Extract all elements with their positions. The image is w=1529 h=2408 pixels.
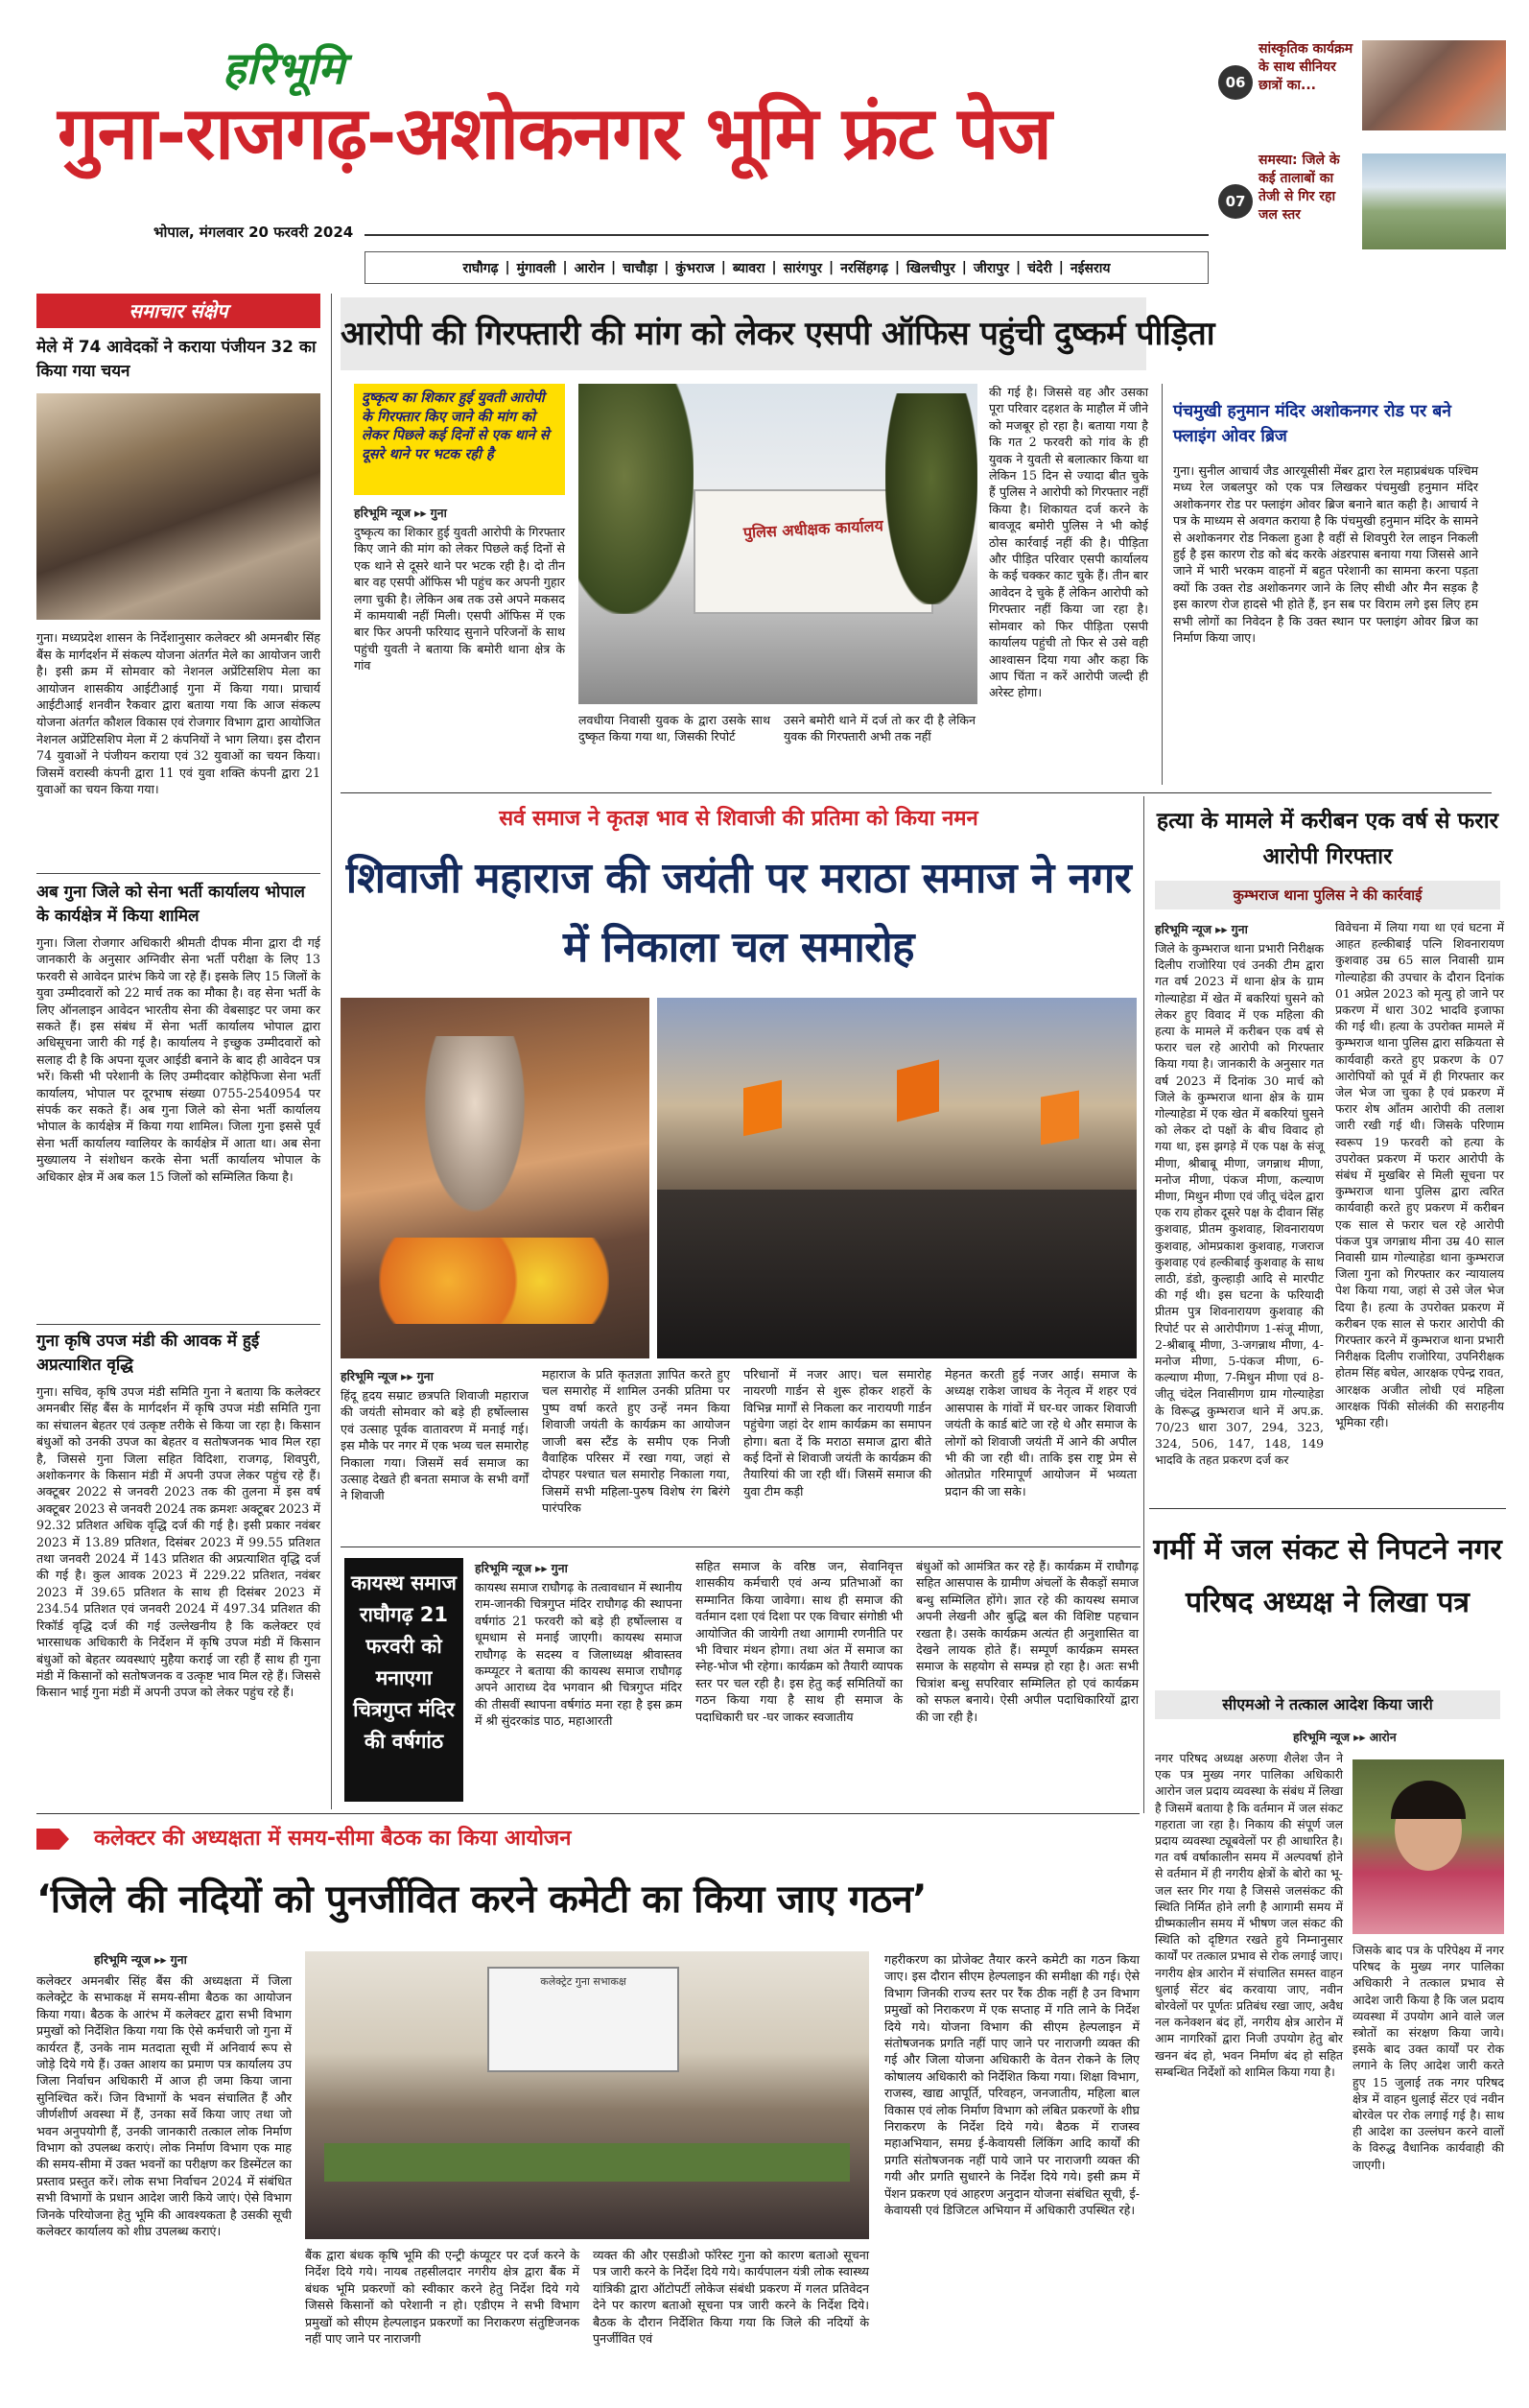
story6-col2: जिसके बाद पत्र के परिपेक्ष्य में नगर परिषद के मुख्य नगर पालिका अधिकारी ने तत्काल प्रभाव से आदेश जारी किया है कि जल प्रदाय व्यवस्था में उपयोग आने वाले जल स्त्रोतों का संरक्षण किया जाये। इसके बाद उक्त कार्यों पर रोक लगाने के लिए आदेश जारी करते हुए 15 जुलाई तक नगर परिषद क्षेत्र में वाहन धुलाई सेंटर एवं नवीन बोरवेल पर रोक लगाई गई है। साथ ही आदेश का उल्लंघन करने वालों के विरुद्ध वैधानिक कार्यवाही की जाएगी। [1353,1943,1504,2172]
byline-place: गुना [416,1368,434,1383]
story7-photo [305,1951,869,2239]
story4-col2: विवेचना में लिया गया था एवं घटना में आहत हल्कीबाई पत्नि शिवनारायण कुशवाह उम्र 65 साल निवासी ग्राम गोल्याहेडा की उपचार के दौरान दिनांक 01 अप्रेल 2023 को मृत्यु हो जाने पर प्रकरण में धारा 302 भादवि इजाफा की गई थी। हत्या के उपरोक्त मामले में कुम्भराज थाना पुलिस द्वारा सक्रियता से कार्यवाही करते हुए प्रकरण के 07 आरोपियों को पूर्व में ही गिरफ्तार कर जेल भेज जा चुका है एवं प्रकरण में फरार शेष आँतम आरोपी की तलाश जारी रखी गई थी। जिसके परिणाम स्वरूप 19 फरवरी को हत्या के उपरोक्त प्रकरण में फरार आरोपी के संबंध में मुखबिर से मिली सूचना पर कुम्भराज थाना पुलिस द्वारा त्वरित कार्यवाही करते हुए प्रकरण में करीबन एक साल से फरार चल रहे आरोपी पंकज पुत्र जगन्नाथ मीना उम्र 40 साल निवासी ग्राम गोल्याहेडा थाना कुम्भराज जिला गुना को गिरफ्तार कर न्यायालय पेश किया गया, जहां से उसे जेल भेज दिया है। हत्या के उपरोक्त प्रकरण में करीबन एक साल से फरार आरोपी की गिरफ्तार करने में कुम्भराज थाना प्रभारी निरीक्षक दिलीप राजोरिया, उपनिरीक्षक होतम सिंह बघेल, आरक्षक एपेन्द्र रावत, आरक्षक अजीत लोधी एवं महिला आरक्षक पिंकी सोलंकी की सराहनीय भूमिका रही। [1335,920,1504,1430]
town-separator: | [720,260,726,275]
town-link[interactable]: नरसिंहगढ़ [840,260,888,276]
brief-2-body: गुना। जिला रोजगार अधिकारी श्रीमती दीपक मीना द्वारा दी गई जानकारी के अनुसार अग्निवीर सेना भर्ती परीक्षा के लिए 13 फरवरी से आवेदन प्रारंभ किये जा रहे हैं। इसके लिए 15 जिलों के युवा उम्मीदवारों को 22 मार्च तक का मौका है। वह सेना भर्ती के लिए ऑनलाइन आवेदन भारतीय सेना की वेबसाइट पर जमा कर सकते हैं। इस संबंध में सेना भर्ती कार्यालय भोपाल द्वारा अधिसूचना जारी की गई है। कार्यालय ने इच्छुक उम्मीदवारों को सलाह दी है कि अपना यूजर आईडी बनाने के बाद ही आवेदन पत्र भरें। किसी भी परेशानी के लिए उम्मीदवार कोहेफिजा सेना भर्ती कार्यालय, भोपाल पर दूरभाष संख्या 0755-2540954 पर संपर्क कर सकते हैं। अब गुना जिले को सेना भर्ती कार्यालय भोपाल के कार्यक्षेत्र में किया गया शामिल। जिला गुना इससे पूर्व सेना भर्ती कार्यालय ग्वालियर के कार्यक्षेत्र में आता था। अब सेना मुख्यालय ने संशोधन करके सेना भर्ती कार्यालय भोपाल के अधिकार क्षेत्र में अब कल 15 जिलों को सम्मिलित किया है। [36,935,320,1184]
story1-col3: उसने बमोरी थाने में दर्ज तो कर दी है लेकिन युवक की गिरफ्तारी अभी तक नहीं [784,713,976,744]
tree [885,393,977,604]
story-kayasth [341,1550,1141,1809]
town-separator: | [828,260,835,275]
chevron-icon: ▸▸ [535,1560,548,1575]
story2-headline: पंचमुखी हनुमान मंदिर अशोकनगर रोड पर बने फ्लाइंग ओवर ब्रिज [1173,402,1451,446]
story1-byline [354,503,565,522]
story6-col1: नगर परिषद अध्यक्ष अरुणा शैलेश जैन ने एक पत्र मुख्य नगर पालिका अधिकारी आरोन जल प्रदाय व्यवस्था के संबंध में लिखा है जिसमें बताया है कि वर्तमान में जल संकट गहराता जा रहा है। निकाय की संपूर्ण जल प्रदाय व्यवस्था ट्यूबवेलों पर ही आधारित है। गत वर्ष वर्षाकालीन समय में अल्पवर्षा होने से वर्तमान में ही नगरीय क्षेत्रों के बोरो का भू-जल स्तर गिर गया है जिससे जलसंकट की स्थिति निर्मित होने लगी है आगामी समय में ग्रीष्मकालीन समय में भीषण जल संकट की स्थिति को दृष्टिगत रखते हुये निम्नानुसार कार्यों पर तत्काल प्रभाव से रोक लगाई जाए। नगरीय क्षेत्र आरोन में संचालित समस्त वाहन धुलाई सेंटर बंद करवाया जाए, नवीन बोरवेलों पर पूर्णतः प्रतिबंध रखा जाए, अवैध नल कनेक्शन बंद हों, नगरीय क्षेत्र आरोन में आम नागरिकों द्वारा निजी उपयोग हेतु बोर खनन बंद हो, भवन निर्माण बंद हो सहित सम्बन्धित निर्देशों को शामिल किया गया है। [1155,1751,1343,2079]
masthead-logo: हरिभूमि [223,42,344,94]
story3-col4: मेहनत करती हुई नजर आई। समाज के अध्यक्ष राकेश जाधव के नेतृत्व में शहर एवं आसपास के गांवों में घर-घर जाकर शिवाजी जयंती के कार्ड बांटे जा रहे थे और समाज के लोगों को शिवाजी जयंती में आने की अपील भी की जा रही थी। ताकि इस राष्ट्र प्रेम से ओतप्रोत गरिमापूर्ण आयोजन में भव्यता प्रदान की जा सके। [945,1367,1137,1499]
town-separator: | [1015,260,1022,275]
story-shivaji [341,796,1137,1545]
story4-strap: कुम्भराज थाना पुलिस ने की कार्रवाई [1155,881,1500,909]
brief-3-body: गुना। सचिव, कृषि उपज मंडी समिति गुना ने बताया कि कलेक्टर अमनबीर सिंह बैंस के मार्गदर्शन में कृषि उपज मंडी समिति गुना का संचालन बेहतर एवं उत्कृष्ट तरीके से किया जा रहा है। किसान बंधुओं को उनकी उपज का बेहतर व सतोषजनक भाव मिल रहा है, जिससे गुना जिला सहित विदिशा, राजगढ़, शिवपुरी, अशोकनगर के किसान मंडी में अपनी उपज लेकर पहुंच रहे हैं। अक्टूबर 2022 से जनवरी 2023 तक की तुलना में इस वर्ष अक्टूबर 2023 से जनवरी 2024 तक क्रमशः अक्टूबर 2023 में 92.32 प्रतिशत अधिक वृद्धि दर्ज की गई है। इसी प्रकार नवंबर 2023 में 13.89 प्रतिशत, दिसंबर 2023 में 99.55 प्रतिशत तथा जनवरी 2024 में 143 प्रतिशत की अप्रत्याशित वृद्धि दर्ज की गई है। कुल आवक 2023 में 229.22 प्रतिशत, नवंबर 2023 में 39.65 प्रतिशत के साथ ही दिसंबर 2023 में 234.54 प्रतिशत एवं जनवरी 2024 में 497.34 प्रतिशत की रिकॉर्ड वृद्धि दर्ज की गई उल्लेखनीय है कि कलेक्टर एवं भारसाधक अधिकारी के निर्देशन में कृषि उपज मंडी में किसान बंधुओं को बेहतर व्यवस्थाएं मुहैया कराई जा रही हैं साथ ही गुना मंडी में किसानों को सतोषजनक व उत्कृष्ट भाव मिल रहे हैं। जिससे किसान भाई गुना मंडी में अपनी उपज को लेकर पहुंच रहे हैं। [36,1384,320,1700]
story7-byline [94,1949,305,1969]
byline-place: गुना [430,505,447,520]
town-link[interactable]: मुंगावली [516,260,556,276]
byline-agency: हरिभूमि न्यूज [1155,921,1212,936]
saffron-flag [1041,1090,1079,1145]
story1-deck: दुष्कृत्य का शिकार हुई युवती आरोपी के गिरफ्तार किए जाने की मांग को लेकर पिछले कई दिनों से एक थाने से दूसरे थाने पर भटक रही है [354,384,565,495]
chevron-icon: ▸▸ [401,1368,413,1383]
statue-figure [417,1036,532,1228]
story1-col1: दुष्कृत्य का शिकार हुई युवती आरोपी के गिरफ्तार किए जाने की मांग को लेकर पिछले कई दिनों से एक थाने से दूसरे थाने पर भटक रही है। दो तीन बार वह एसपी ऑफिस भी पहुंच कर अपनी गुहार लगा चुकी है। लेकिन अब तक उसे अपने मकसद में कामयाबी नहीं मिली। एसपी ऑफिस में एक बार फिर अपनी फरियाद सुनाने परिजनों के साथ पहुंची युवती ने बताया कि बमोरी थाना क्षेत्र के गांव [354,525,565,673]
town-separator: | [894,260,901,275]
story6-portrait [1353,1759,1504,1934]
story3-col1: हिंदू हृदय सम्राट छत्रपति शिवाजी महाराज की जयंती सोमवार को बड़े ही हर्षोल्लास एवं उत्साह पूर्वक वातावरण में मनाई गई। इस मौके पर नगर में एक भव्य चल समारोह निकाला गया। जिसमें सर्व समाज का उत्साह देखते ही बनता समाज के सभी वर्गों ने शिवाजी [341,1388,529,1503]
story3-col3: परिधानों में नजर आए। चल समारोह नायरणी गार्डन से शुरू होकर शहरों के विभिन्न मार्गों से निकला कर नारायणी गार्डन पहुंचेगा जहां देर शाम कार्यक्रम का समापन होगा। बता दें कि मराठा समाज द्वारा बीते कई दिनों से शिवाजी जयंती के कार्यक्रम की तैयारियां की जा रही थीं। जिसमें समाज की युवा टीम कड़ी [743,1367,931,1499]
byline-agency: हरिभूमि न्यूज [475,1560,532,1575]
chevron-icon: ▸▸ [414,505,427,520]
story7-col4: गहरीकरण का प्रोजेक्ट तैयार करने कमेटी का गठन किया जाए। इस दौरान सीएम हेल्पलाइन की समीक्षा की गई। ऐसे विभाग जिनकी राज्य स्तर पर रैंक ठीक नहीं है उन विभाग प्रमुखों को निराकरण में एक सप्ताह में गति लाने के निर्देश दिये गये। योजना विभाग की सीएम हेल्पलाइन में संतोषजनक प्रगति नहीं पाए जाने पर नाराजगी व्यक्त की गई और जिला योजना अधिकारी के वेतन रोकने के लिए कोषालय अधिकारी को निर्देशित किया गया। शिक्षा विभाग, राजस्व, खाद्य आपूर्ति, परिवहन, जनजातीय, महिला बाल विकास एवं लोक निर्माण विभाग को लंबित प्रकरणों के शीघ्र निराकरण के निर्देश दिये गये। बैठक में राजस्व महाअभियान, समग्र ई-केवायसी लिंकिंग आदि कार्यों की प्रगति संतोषजनक नहीं पाये जाने पर नाराजगी व्यक्त की गयी और प्रगति सुधारने के निर्देश दिये गये। इसी क्रम में पेंशन प्रकरण एवं आहरण अनुदान योजना संबंधित सूची, ई-केवायसी एवं डिजिटल अभियान में अधिकारी उपस्थित रहे। [884,1952,1140,2218]
section-rule [341,1546,1141,1547]
teaser-photo [1362,153,1506,249]
town-link[interactable]: नईसराय [1070,260,1111,276]
story7-col2: बैंक द्वारा बंधक कृषि भूमि की एन्ट्री कंप्यूटर पर दर्ज करने के निर्देश दिये गये। नायब तहसीलदार नगरीय क्षेत्र द्वारा बैंक में बंधक भूमि प्रकरणों को स्वीकार करने हेतु निर्देश दिये गये जिससे किसानों को परेशानी न हो। एडीएम ने सभी विभाग प्रमुखों को सीएम हेल्पलाइन प्रकरणों का निराकरण संतुष्टिजनक नहीं पाए जाने पर नाराजगी [305,2248,579,2347]
meeting-table [324,2143,850,2182]
masthead [0,0,1529,294]
story3-headline: शिवाजी महाराज की जयंती पर मराठा समाज ने नगर में निकाला चल समारोह [345,854,1132,972]
story1-photo [578,384,977,704]
town-separator: | [771,260,777,275]
teaser-2[interactable] [1218,144,1506,251]
byline-agency: हरिभूमि न्यूज [94,1951,152,1967]
column-rule [1162,384,1163,785]
story3-byline [341,1366,532,1385]
town-separator: | [611,260,617,275]
byline-agency: हरिभूमि न्यूज [341,1368,398,1383]
photo-screen-text: कलेक्ट्रेट गुना सभाकक्ष [540,1975,626,1988]
news-brief-label: समाचार संक्षेप [36,294,320,328]
town-link[interactable]: सारंगपुर [783,260,822,276]
teaser-number: 06 [1218,65,1253,100]
news-brief-column [36,294,320,1809]
brief-1-body: गुना। मध्यप्रदेश शासन के निर्देशानुसार कलेक्टर श्री अमनबीर सिंह बैंस के मार्गदर्शन में संकल्प योजना अंतर्गत मेले का आयोजन जारी है। इसी क्रम में सोमवार को नेशनल अप्रेंटिसशिप मेला का आयोजन शासकीय आईटीआई गुना में किया गया। प्राचार्य आईटीआई शनवीन रैकवार द्वारा बताया गया कि आज संकल्प योजना अंतर्गत कौशल विकास एवं रोजगार विभाग द्वारा आयोजित नेशनल अप्रेंटिसशिप मेला में 2 कंपनियों ने भाग लिया। इस दौरान 74 युवाओं ने पंजीयन कराया एवं 32 युवाओं का चयन किया। जिसमें वरास्वी कंपनी द्वारा 11 एवं युवा शक्ति कंपनी द्वारा 21 युवाओं का चयन किया गया। [36,630,320,797]
section-rule [36,1813,1140,1814]
town-link[interactable]: कुंभराज [675,260,715,276]
byline-place: आरोन [1369,1729,1397,1744]
section-rule [1149,1508,1506,1509]
story7-kicker-row [36,1823,1140,1855]
column-rule [1143,796,1144,1813]
saffron-flag [897,1060,939,1122]
story4-byline [1155,919,1347,938]
brief-1-headline: मेले में 74 आवेदकों ने कराया पंजीयन 32 का किया गया चयन [36,338,317,381]
byline-place: गुना [170,1951,187,1967]
town-separator: | [505,260,510,275]
story5-byline [475,1558,667,1577]
town-link[interactable]: आरोन [574,260,605,276]
story1-headline: आरोपी की गिरफ्तारी की मांग को लेकर एसपी ऑफिस पहुंची दुष्कर्म पीड़िता [341,297,1146,370]
story3-photo-statue [341,998,649,1358]
story6-byline [1293,1727,1485,1746]
story3-kicker: सर्व समाज ने कृतज्ञ भाव से शिवाजी की प्रतिमा को किया नमन [499,807,978,831]
story-collector-meeting [36,1817,1140,2373]
teaser-number: 07 [1218,184,1253,219]
story3-col2: महाराज के प्रति कृतज्ञता ज्ञापित करते हुए चल समारोह में शामिल उनकी प्रतिमा पर पुष्प वर्षा करते हुए उन्हें नमन किया शिवाजी जयंती के कार्यक्रम का आयोजन जाजी बस स्टैंड के समीप एक निजी वैवाहिक परिसर में रखा गया, जहां से दोपहर पश्चात चल समारोह निकाला गया, जिसमें सभी महिला-पुरुष विशेष रंग बिरंगे पारंपरिक [542,1367,730,1516]
byline-agency: हरिभूमि न्यूज [1293,1729,1351,1744]
town-bar [365,251,1209,284]
town-link[interactable]: चाचौड़ा [623,260,658,276]
saffron-flag [743,1080,782,1137]
crowd [657,1190,1137,1358]
section-rule [341,792,1492,793]
column-rule [331,294,332,1809]
story4-headline: हत्या के मामले में करीबन एक वर्ष से फरार आरोपी गिरफ्तार [1156,809,1499,869]
byline-place: गुना [1231,921,1248,936]
town-link[interactable]: ब्यावरा [732,260,765,276]
story6-headline: गर्मी में जल संकट से निपटने नगर परिषद अध्यक्ष ने लिखा पत्र [1153,1533,1502,1619]
story5-col2: सहित समाज के वरिष्ठ जन, सेवानिवृत्त शासकीय कर्मचारी एवं अन्य प्रतिभाओं का सम्मानित किया जावेगा। साथ ही समाज की वर्तमान दशा एवं दिशा पर एक विचार संगोष्ठी भी आयोजित की जायेगी तथा आगामी रणनीति पर भी विचार मंथन होगा। तथा अंत में समाज का स्नेह-भोज भी रहेगा। कार्यक्रम को तैयारी व्यापक स्तर पर चल रही है। इस हेतु कई समितियों का गठन किया गया है साथ ही समाज के पदाधिकारी घर -घर जाकर स्वजातीय [695,1559,903,1724]
masthead-title: गुना-राजगढ़-अशोकनगर भूमि फ्रंट पेज [58,90,1051,176]
story5-panel: कायस्थ समाज राघौगढ़ 21 फरवरी को मनाएगा चित्रगुप्त मंदिर की वर्षगांठ [344,1558,463,1802]
town-separator: | [562,260,568,275]
story7-headline: ‘जिले की नदियों को पुनर्जीवित करने कमेटी का किया जाए गठन’ [36,1877,927,1922]
story6-strap: सीएमओ ने तत्काल आदेश किया जारी [1155,1690,1500,1719]
chevron-icon: ▸▸ [1353,1729,1366,1744]
brief-1-photo [36,393,320,620]
town-link[interactable]: राघौगढ़ [462,260,499,276]
story7-col3: व्यक्त की और एसडीओ फॉरेस्ट गुना को कारण बताओ सूचना पत्र जारी करने के निर्देश दिये गये। कार्यपालन यंत्री लोक स्वास्थ्य यांत्रिकी द्वारा ऑटोपर्टी लोकेज संबंधी प्रकरण में गलत प्रतिवेदन देने पर कारण बताओ सूचना पत्र जारी करने के निर्देश दिये। बैठक के दौरान निर्देशित किया गया कि जिले की नदियों के पुनर्जीवित एवं [593,2248,869,2347]
town-link[interactable]: खिलचीपुर [906,260,955,276]
story2-body: गुना। सुनील आचार्य जैड आरयूसीसी मेंबर द्वारा रेल महाप्रबंधक पश्चिम मध्य रेल जबलपुर को एक पत्र लिखकर पंचमुखी हनुमान मंदिर अशोकनगर रोड पर फ्लाइंग ओवर ब्रिज बनाने बात कही है। आचार्य ने पत्र के माध्यम से अवगत कराया है कि पंचमुखी हनुमान मंदिर के सामने से अशोकनगर रोड निकला हुआ है वहीं से शिवपुरी रेल लाइन निकली हुई है इस कारण रोड को बंद करके अंडरपास बनाया गया जिससे आने जाने में भारी भरकम वाहनों में बहुत परेशानी का सामना करना पड़ता क्यों कि उक्त रोड अशोकनगर जाने के लिए सीधी और मैन सड़क है इस कारण रोज हादसे भी होते हैं, इन सब पर विराम लगे इस लिए हम सभी लोगों का निवेदन है कि उक्त स्थान पर फ्लाइंग ओवर ब्रिज का निर्माण किया जाए। [1173,463,1478,646]
town-separator: | [664,260,670,275]
town-link[interactable]: चंदेरी [1027,260,1052,276]
chevron-icon: ▸▸ [1215,921,1228,936]
story4-col1: जिले के कुम्भराज थाना प्रभारी निरीक्षक दिलीप राजोरिया एवं उनकी टीम द्वारा गत वर्ष 2023 में थाना क्षेत्र के ग्राम गोल्याहेडा में खेत में बकरियां घुसने को लेकर हुए विवाद में एक महिला की हत्या के मामले में करीबन एक वर्ष से फरार चल रहे आरोपी को गिरफ्तार किया गया है। जानकारी के अनुसार गत वर्ष 2023 में दिनांक 30 मार्च को जिले के कुम्भराज थाना क्षेत्र के ग्राम गोल्याहेडा में एक खेत में बकरियां घुसने को लेकर दो पक्षों के बीच विवाद हो गया था, इस झगड़े में एक पक्ष के संजू मीणा, श्रीबाबू मीणा, जगन्नाथ मीणा, मनोज मीणा, पंकज मीणा, कल्याण मीणा, मिथुन मीणा एवं जीतू चंदेल द्वारा एक राय होकर दूसरे पक्ष के दीवान सिंह कुशवाह, प्रीतम कुशवाह, शिवनारायण कुशवाह, ओमप्रकाश कुशवाह, गजराज कुशवाह एवं हल्कीबाई कुशवाह के साथ लाठी, डंडो, कुल्हाड़ी आदि से मारपीट की गई थी। इस घटना के फरियादी प्रीतम पुत्र शिवनारायण कुशवाह की रिपोर्ट पर से आरोपीगण 1-संजू मीणा, 2-श्रीबाबू मीणा, 3-जगन्नाथ मीणा, 4-मनोज मीणा, 5-पंकज मीणा, 6-कल्याण मीणा, 7-मिथुन मीणा एवं 8-जीतू चंदेल निवासीगण ग्राम गोल्याहेडा के विरूद्ध कुम्भराज थाने में अप.क्र. 70/23 धारा 307, 294, 323, 324, 506, 147, 148, 149 भादवि के तहत प्रकरण दर्ज कर [1155,941,1324,1468]
portrait-hair [1391,1781,1466,1819]
town-link[interactable]: जीरापुर [973,260,1009,276]
story3-photo-procession [657,998,1137,1358]
story-murder-arrest [1149,796,1506,1506]
teaser-text: समस्या: जिले के कई तालाबों का तेजी से गिर रहा जल स्तर [1258,153,1340,223]
story-water-crisis [1149,1512,1506,2356]
chevron-icon: ▸▸ [154,1951,167,1967]
brief-divider [36,1324,320,1325]
story5-col3: बंधुओं को आमंत्रित कर रहे हैं। कार्यक्रम में राघौगढ़ सहित आसपास के ग्रामीण अंचलों के सैकड़ों समाज बन्धु सम्मिलित होंगे। ज्ञात रहे की कायस्थ समाज अपनी लेखनी और बुद्धि बल की विशिष्ट पहचान रखता है। उसके कार्यक्रम अत्यंत ही अनुशासित वा देखने लायक होते हैं। सम्पूर्ण कार्यक्रम समस्त समाज के सहयोग से सम्पन्न हो रहा है। अतः सभी चित्रांश बन्धु सपरिवार सम्मिलित हो एवं कार्यक्रम को सफल बनाये। ऐसी अपील पदाधिकारियों द्वारा की जा रही है। [916,1559,1139,1724]
brief-divider [36,873,320,874]
story-rape-victim [341,294,1492,792]
teaser-photo [1362,40,1506,130]
photo-sign-text: पुलिस अधीक्षक कार्यालय [742,516,884,542]
arrow-icon [36,1829,69,1850]
teaser-text: सांस्कृतिक कार्यक्रम के साथ सीनियर छात्रों का... [1258,41,1353,93]
story1-col4: की गई है। जिससे वह और उसका पूरा परिवार दहशत के माहौल में जीने को मजबूर हो रहा है। बताया गया है कि गत 2 फरवरी को गांव के ही युवक ने युवती से बलात्कार किया था लेकिन 15 दिन से ज्यादा बीत चुके हैं पुलिस ने आरोपी को गिरफ्तार नहीं किया है। शिकायत दर्ज करने के बावजूद बमोरी पुलिस ने भी कोई ठोस कार्रवाई नहीं की है। पीड़िता और पीड़ित परिवार एसपी कार्यालय के कई चक्कर काट चुके हैं। तीन बार आवेदन दे चुके हैं लेकिन आरोपी को गिरफ्तार नहीं किया जा रहा है। सोमवार को फिर पीड़िता एसपी कार्यालय पहुंची तो फिर से उसे वही आश्वासन दिया गया और कहा कि आप चिंता न करें आरोपी जल्दी ही अरेस्ट होगा। [989,385,1148,700]
tree [578,384,694,614]
town-separator: | [1058,260,1064,275]
dateline-rule [365,234,1209,236]
brief-2-headline: अब गुना जिले को सेना भर्ती कार्यालय भोपाल के कार्यक्षेत्र में किया शामिल [36,883,305,926]
town-separator: | [961,260,967,275]
story7-kicker: कलेक्टर की अध्यक्षता में समय-सीमा बैठक का किया आयोजन [94,1827,572,1851]
brief-3-headline: गुना कृषि उपज मंडी की आवक में हुई अप्रत्याशित वृद्धि [36,1332,260,1375]
story1-col2: लवधीया निवासी युवक के द्वारा उसके साथ दुष्कृत किया गया था, जिसकी रिपोर्ट [578,713,770,744]
flowers [379,1238,609,1324]
byline-agency: हरिभूमि न्यूज [354,505,412,520]
story7-col1: कलेक्टर अमनबीर सिंह बैंस की अध्यक्षता में जिला कलेक्ट्रेट के सभाकक्ष में समय-सीमा बैठक का आयोजन किया गया। बैठक के आरंभ में कलेक्टर द्वारा सभी विभाग प्रमुखों को निर्देशित किया गया कि ऐसे कर्मचारी जो गुना में कार्यरत हैं, उनके नाम मतदाता सूची में अनिवार्य रूप से जोड़े दिये गये हैं। उक्त आशय का प्रमाण पत्र कार्यालय उप जिला निर्वाचन अधिकारी में आज ही जमा किया जाना सुनिश्चित करें। जिन विभागों के भवन संचालित हैं और जीर्णशीर्ण अवस्था में हैं, उनका सर्वे किया जाए तथा जो भवन अनुपयोगी हैं, उनकी जानकारी तत्काल लोक निर्माण विभाग को उपलब्ध कराएं। लोक निर्माण विभाग एक माह की समय-सीमा में उक्त भवनों का परीक्षण कर डिस्मेंटल का प्रस्ताव प्रस्तुत करें। लोक सभा निर्वाचन 2024 में संबंधित सभी विभागों के प्रधान आदेश जारी किये जाएं। ऐसे विभाग जिनके परियोजना हेतु भूमि की आवश्यकता है उसकी सूची कलेक्टर कार्यालय को शीघ्र उपलब्ध कराएं। [36,1973,292,2239]
byline-place: गुना [551,1560,568,1575]
teaser-1[interactable] [1218,36,1506,132]
story5-col1: कायस्थ समाज राघौगढ़ के तत्वावधान में स्थानीय राम-जानकी चित्रगुप्त मंदिर राघौगढ़ की स्थापना वर्षगांठ 21 फरवरी को बड़े ही हर्षोल्लास व धूमधाम से मनाई जाएगी। कायस्थ समाज राघौगढ़ के सदस्य व जिलाध्यक्ष श्रीवास्तव कम्प्यूटर ने बताया की कायस्थ समाज राघौगढ़ अपने आराध्य देव भगवान श्री चित्रगुप्त मंदिर की तीसवीं स्थापना वर्षगांठ मना रहा है इस क्रम में श्री सुंदरकांड पाठ, महाआरती [475,1580,682,1729]
masthead-dateline: भोपाल, मंगलवार 20 फरवरी 2024 [153,224,354,241]
